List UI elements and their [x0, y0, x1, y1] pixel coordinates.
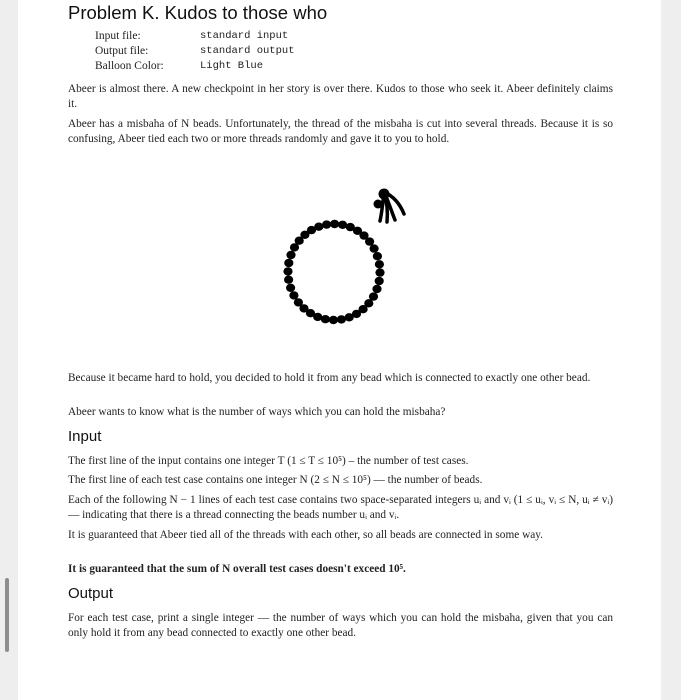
- bead: [338, 221, 347, 229]
- meta-key: Balloon Color:: [95, 60, 164, 72]
- meta-row-input: [95, 29, 295, 44]
- input-line-3: Each of the following N − 1 lines of each test case contains two space-separated integers uᵢ and vᵢ (1 ≤ uᵢ, vᵢ ≤ N, uᵢ ≠ vᵢ) — indicating that there is a thread connecting the beads number uᵢ and vᵢ.: [68, 494, 613, 521]
- input-heading: Input: [68, 428, 102, 445]
- misbaha-figure: [268, 184, 408, 329]
- misbaha-beads: [283, 189, 389, 325]
- input-line-4: It is guaranteed that Abeer tied all of the threads with each other, so all beads are connected in some way.: [68, 529, 543, 541]
- bead: [284, 276, 293, 284]
- meta-value: standard output: [200, 45, 295, 57]
- bead: [375, 277, 384, 285]
- bead: [294, 298, 303, 306]
- meta-row-balloon: [95, 59, 295, 74]
- scrollbar-thumb[interactable]: [5, 578, 9, 652]
- bead: [284, 259, 293, 267]
- input-line-1: The first line of the input contains one integer T (1 ≤ T ≤ 10⁵) – the number of test cases.: [68, 455, 469, 467]
- bead: [372, 285, 381, 293]
- bead: [373, 252, 382, 260]
- statement-paragraph-2: Abeer has a misbaha of N beads. Unfortunately, the thread of the misbaha is cut into several threads. Because it is so confusing, Abeer tied each two or more threads randomly and gave it to you to hold.: [68, 118, 613, 145]
- bead: [330, 220, 339, 228]
- output-paragraph: For each test case, print a single integer — the number of ways which you can hold the misbaha, given that you can only hold it from any bead connected to exactly one other bead.: [68, 612, 613, 639]
- bead: [365, 237, 374, 245]
- meta-value: Light Blue: [200, 60, 264, 72]
- meta-key: Input file:: [95, 30, 141, 42]
- document-page: [18, 0, 661, 700]
- bead: [286, 251, 295, 259]
- bead: [374, 200, 383, 209]
- bead: [345, 313, 354, 321]
- bead: [322, 220, 331, 228]
- bead: [286, 284, 295, 292]
- paragraph-hold: Because it became hard to hold, you decided to hold it from any bead which is connected to exactly one other bead.: [68, 372, 591, 384]
- meta-value: standard input: [200, 30, 289, 42]
- statement-paragraph-1: Abeer is almost there. A new checkpoint in her story is over there. Kudos to those who seek it. Abeer definitely claims it.: [68, 83, 613, 110]
- knot-bead: [379, 189, 390, 200]
- bead: [375, 260, 384, 268]
- bead: [314, 223, 323, 231]
- bead: [375, 268, 384, 276]
- problem-meta: [95, 29, 295, 74]
- paragraph-question: Abeer wants to know what is the number of ways which you can hold the misbaha?: [68, 406, 446, 418]
- meta-key: Output file:: [95, 45, 149, 57]
- bead: [370, 244, 379, 252]
- bead: [289, 291, 298, 299]
- bead: [337, 315, 346, 323]
- output-heading: Output: [68, 585, 114, 602]
- input-line-2: The first line of each test case contains one integer N (2 ≤ N ≤ 10⁵) — the number of beads.: [68, 474, 483, 486]
- meta-row-output: [95, 44, 295, 59]
- bead: [329, 316, 338, 324]
- problem-title: Problem K. Kudos to those who: [68, 2, 328, 23]
- bead: [283, 267, 292, 275]
- input-line-5: It is guaranteed that the sum of N overall test cases doesn't exceed 10⁵.: [68, 563, 406, 575]
